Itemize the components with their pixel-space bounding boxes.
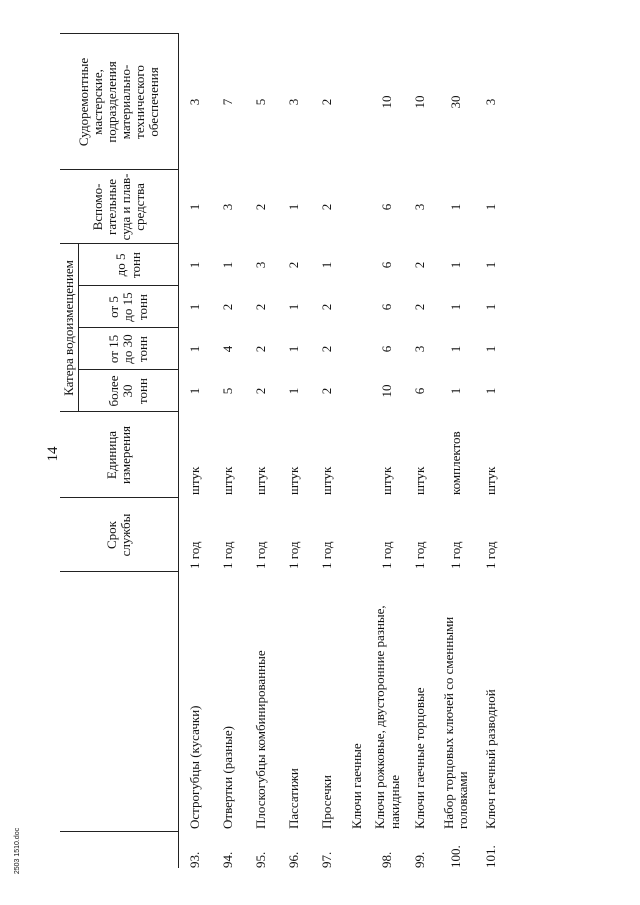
row-number: 100. [447, 845, 463, 868]
qty-over-30: 6 [412, 387, 428, 395]
qty-15-30: 6 [379, 345, 395, 353]
header-aux-vessels: Вспомо-гательные суда и плав-средства [60, 170, 179, 244]
qty-up-to-5: 1 [220, 261, 236, 269]
item-name: Плоскогубцы комбинированные [253, 650, 269, 829]
qty-5-15: 1 [286, 303, 302, 311]
header-unit: Единица измерения [60, 412, 179, 498]
qty-aux-vessels: 3 [412, 203, 428, 211]
row-number: 95. [253, 851, 269, 868]
item-name: Острогубцы (кусачки) [187, 705, 203, 829]
header-name [60, 572, 179, 832]
document-id: 2503 1510.doc [14, 827, 21, 875]
unit: штук [220, 466, 236, 495]
unit: штук [253, 466, 269, 495]
unit: штук [412, 466, 428, 495]
row-number: 98. [379, 851, 395, 868]
table-row [437, 34, 475, 868]
qty-workshops: 10 [412, 95, 428, 109]
service-life: 1 год [220, 541, 236, 569]
table-row [371, 34, 404, 868]
qty-5-15: 2 [253, 303, 269, 311]
qty-over-30: 1 [286, 387, 302, 395]
qty-aux-vessels: 1 [187, 203, 203, 211]
qty-5-15: 1 [187, 303, 203, 311]
qty-15-30: 1 [187, 345, 203, 353]
section-spacer [344, 832, 371, 868]
qty-5-15: 2 [319, 303, 335, 311]
table-body [179, 34, 509, 868]
header-number [60, 832, 179, 868]
item-name: Ключ гаечный разводной [483, 689, 499, 829]
qty-workshops: 7 [220, 98, 236, 106]
unit: штук [483, 466, 499, 495]
qty-aux-vessels: 1 [483, 203, 499, 211]
unit: штук [319, 466, 335, 495]
qty-15-30: 4 [220, 345, 236, 353]
service-life: 1 год [253, 541, 269, 569]
qty-15-30: 2 [319, 345, 335, 353]
qty-over-30: 1 [187, 387, 203, 395]
header-workshops: Судоремонтные мастерские, подразделения материально-технического обеспечения [60, 34, 179, 170]
item-name: Пассатижи [286, 768, 302, 829]
table-row [278, 34, 311, 868]
header-boats-group: Катера водоизмещением [60, 244, 79, 412]
qty-15-30: 3 [412, 345, 428, 353]
row-number: 96. [286, 851, 302, 868]
qty-workshops: 10 [379, 95, 395, 109]
qty-workshops: 3 [286, 98, 302, 106]
unit: штук [286, 466, 302, 495]
table-row [212, 34, 245, 868]
row-number: 93. [187, 851, 203, 868]
table-row [179, 34, 213, 868]
service-life: 1 год [412, 541, 428, 569]
header-5-15: от 5 до 15 тонн [79, 286, 179, 328]
header-15-30: от 15 до 30 тонн [79, 328, 179, 370]
item-name: Ключи рожковые, двусторонние разные, накидные [372, 605, 402, 829]
qty-15-30: 2 [253, 345, 269, 353]
qty-up-to-5: 1 [447, 261, 463, 269]
service-life: 1 год [319, 541, 335, 569]
qty-up-to-5: 2 [286, 261, 302, 269]
qty-over-30: 5 [220, 387, 236, 395]
row-number: 94. [220, 851, 236, 868]
header-up-to-5: до 5 тонн [79, 244, 179, 286]
unit: комплектов [447, 431, 463, 495]
qty-5-15: 2 [220, 303, 236, 311]
qty-aux-vessels: 2 [319, 203, 335, 211]
qty-5-15: 2 [412, 303, 428, 311]
item-name: Просечки [319, 775, 335, 829]
qty-aux-vessels: 1 [447, 203, 463, 211]
item-name: Ключи гаечные торцовые [412, 687, 428, 829]
row-number: 101. [483, 845, 499, 868]
item-name: Отвертки (разные) [220, 726, 236, 829]
service-life: 1 год [286, 541, 302, 569]
qty-workshops: 5 [253, 98, 269, 106]
qty-up-to-5: 1 [187, 261, 203, 269]
service-life: 1 год [379, 541, 395, 569]
qty-up-to-5: 2 [412, 261, 428, 269]
qty-5-15: 1 [483, 303, 499, 311]
qty-aux-vessels: 1 [286, 203, 302, 211]
header-over-30: более 30 тонн [79, 370, 179, 412]
equipment-table [60, 33, 508, 868]
row-number: 99. [412, 851, 428, 868]
qty-up-to-5: 1 [319, 261, 335, 269]
qty-5-15: 6 [379, 303, 395, 311]
item-name: Набор торцовых ключей со сменными головками [440, 616, 470, 829]
table-row [475, 34, 508, 868]
table-row [245, 34, 278, 868]
qty-15-30: 1 [447, 345, 463, 353]
qty-aux-vessels: 2 [253, 203, 269, 211]
qty-over-30: 1 [447, 387, 463, 395]
qty-15-30: 1 [286, 345, 302, 353]
unit: штук [379, 466, 395, 495]
qty-aux-vessels: 6 [379, 203, 395, 211]
qty-workshops: 2 [319, 98, 335, 106]
qty-over-30: 2 [253, 387, 269, 395]
qty-workshops: 3 [483, 98, 499, 106]
service-life: 1 год [483, 541, 499, 569]
table-row [311, 34, 344, 868]
service-life: 1 год [187, 541, 203, 569]
qty-aux-vessels: 3 [220, 203, 236, 211]
section-row [344, 34, 371, 868]
qty-up-to-5: 1 [483, 261, 499, 269]
table-row [404, 34, 437, 868]
qty-over-30: 2 [319, 387, 335, 395]
page-number: 14 [45, 446, 61, 462]
service-life: 1 год [447, 541, 463, 569]
qty-workshops: 3 [187, 98, 203, 106]
qty-5-15: 1 [447, 303, 463, 311]
row-number: 97. [319, 851, 335, 868]
header-service-life: Срок службы [60, 498, 179, 572]
qty-up-to-5: 6 [379, 261, 395, 269]
qty-workshops: 30 [447, 95, 463, 109]
table-container [60, 34, 628, 868]
section-title: Ключи гаечные [349, 743, 365, 829]
qty-15-30: 1 [483, 345, 499, 353]
qty-over-30: 10 [379, 384, 395, 398]
unit: штук [187, 466, 203, 495]
qty-over-30: 1 [483, 387, 499, 395]
qty-up-to-5: 3 [253, 261, 269, 269]
